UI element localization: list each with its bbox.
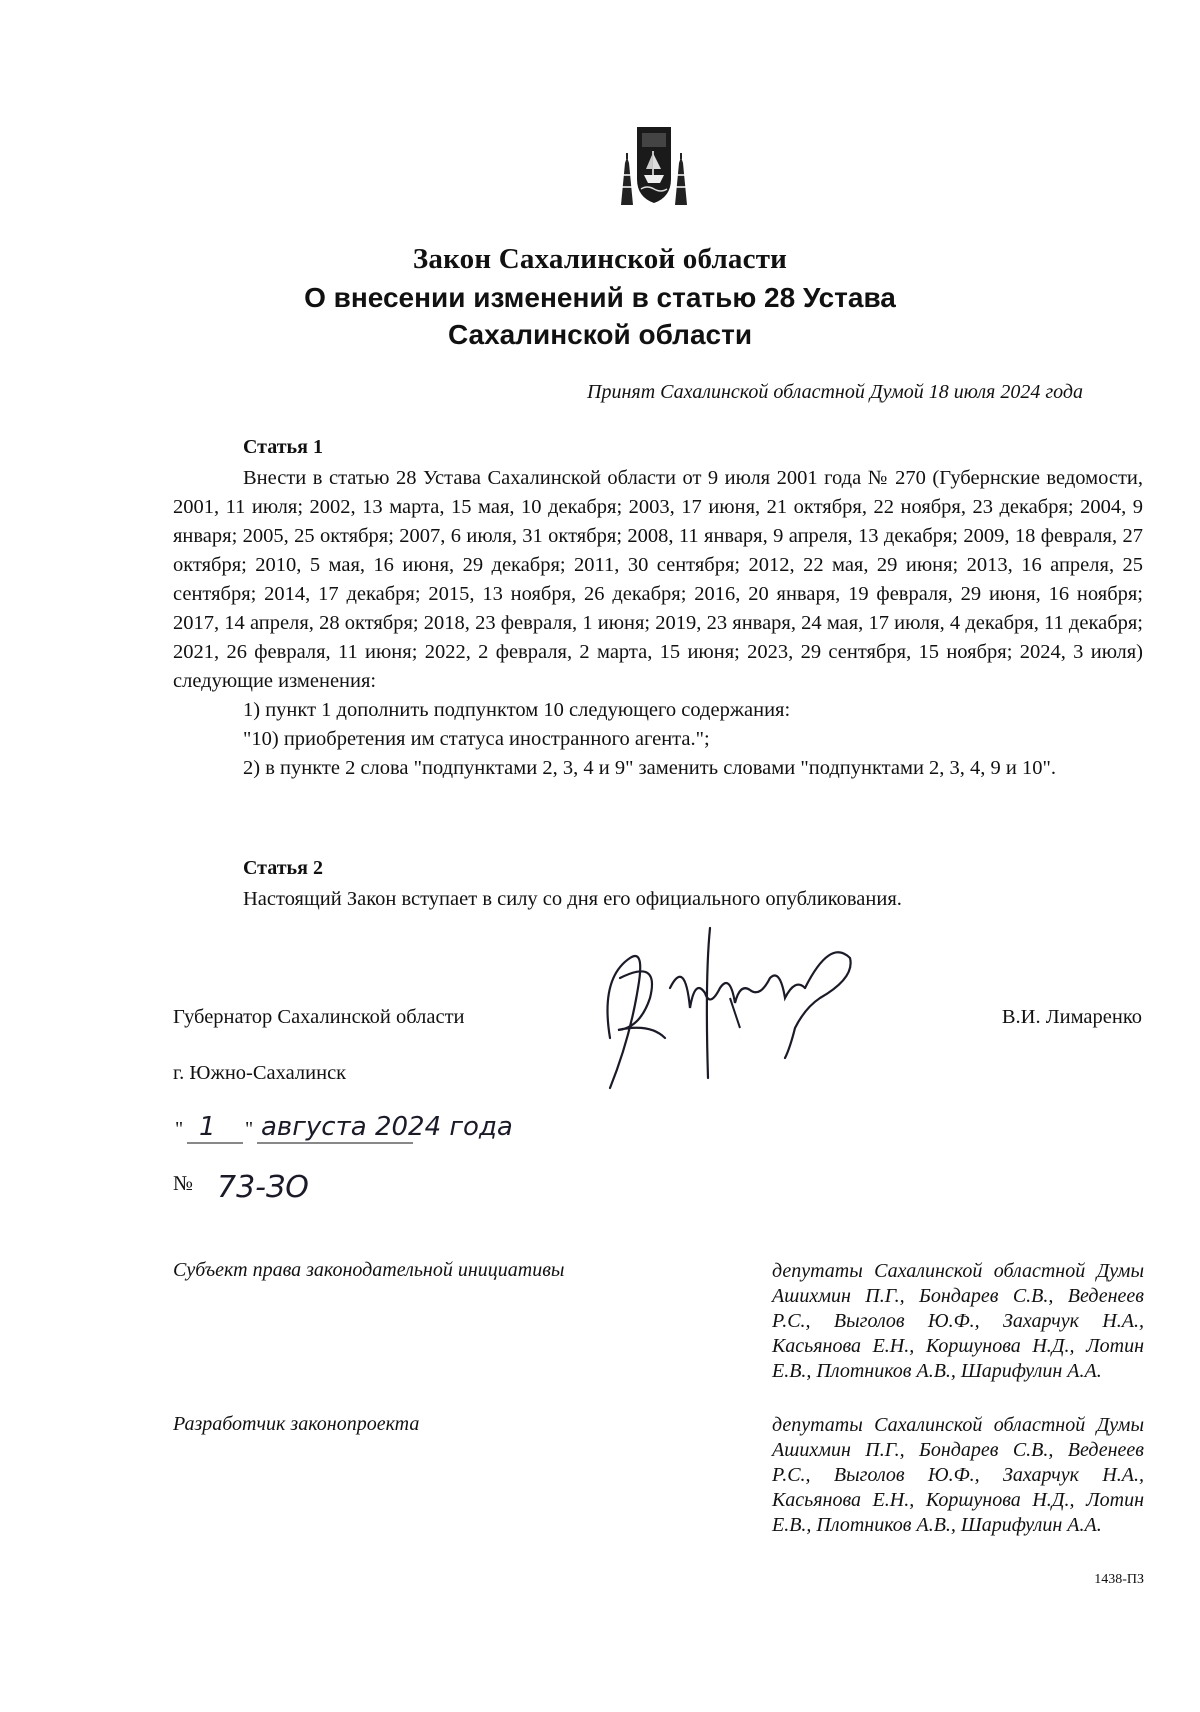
document-code: 1438-ПЗ: [1094, 1572, 1144, 1587]
initiative-subject-label: Субъект права законодательной инициативы: [173, 1259, 565, 1281]
law-number-handwritten: [213, 1163, 393, 1213]
signing-date-month-year: августа 2024 года: [261, 1112, 513, 1142]
document-type-title: Закон Сахалинской области: [412, 243, 788, 275]
signing-date-day: 1: [199, 1112, 216, 1142]
article-2-text: Настоящий Закон вступает в силу со дня его официального опубликования.: [243, 888, 902, 910]
handwritten-signature: [590, 918, 910, 1108]
initiative-subject-value: депутаты Сахалинской областной Думы Ашихмин П.Г., Бондарев С.В., Веденеев Р.С., Выголов Ю.Ф., Захарчук Н.А., Касьянова Е.Н., Коршунова Н.Д., Лотин Е.В., Плотников А.В., Шарифулин А.А.: [772, 1260, 1144, 1382]
law-title-line-1: О внесении изменений в статью 28 Устава: [304, 282, 896, 313]
city-of-signing: г. Южно-Сахалинск: [173, 1062, 347, 1084]
governor-name: В.И. Лимаренко: [1001, 1006, 1142, 1028]
svg-text:": ": [245, 1118, 254, 1140]
law-number-value: 73-ЗО: [217, 1170, 309, 1205]
article-1-item-1: 1) пункт 1 дополнить подпунктом 10 следующего содержания:: [243, 699, 791, 721]
article-2-body: [173, 885, 1143, 914]
bill-developer-value: депутаты Сахалинской областной Думы Ашихмин П.Г., Бондарев С.В., Веденеев Р.С., Выголов Ю.Ф., Захарчук Н.А., Касьянова Е.Н., Коршунова Н.Д., Лотин Е.В., Плотников А.В., Шарифулин А.А.: [772, 1414, 1144, 1536]
law-title-line-2: Сахалинской области: [447, 319, 753, 350]
coat-of-arms-emblem: [615, 123, 693, 207]
svg-text:": ": [175, 1118, 184, 1140]
bill-developer-label: Разработчик законопроекта: [173, 1413, 420, 1435]
adoption-note: Принят Сахалинской областной Думой 18 июля 2024 года: [587, 381, 1083, 403]
article-1-intro: Внести в статью 28 Устава Сахалинской области от 9 июля 2001 года № 270 (Губернские ведомости, 2001, 11 июля; 2002, 13 марта, 15 мая, 10 декабря; 2003, 17 июня, 21 октября, 22 ноября, 23 декабря; 2004, 9 января; 2005, 25 октября; 2007, 6 июля, 31 октября; 2008, 11 января, 9 апреля, 13 декабря; 2009, 18 февраля, 27 октября; 2010, 5 мая, 16 июня, 29 декабря; 2011, 30 сентября; 2012, 22 мая, 29 июня; 2013, 16 апреля, 25 сентября; 2014, 17 декабря; 2015, 13 ноября, 26 декабря; 2016, 20 января, 19 февраля, 29 июня, 16 ноября; 2017, 14 апреля, 28 октября; 2018, 23 февраля, 1 июня; 2019, 23 января, 24 мая, 17 июля, 4 декабря, 11 декабря; 2021, 26 февраля, 11 июня; 2022, 2 февраля, 2 марта, 15 июня; 2023, 29 сентября, 15 ноября; 2024, 3 июля) следующие изменения:: [173, 467, 1143, 692]
signing-date: [173, 1105, 693, 1155]
article-1-item-1-quote: "10) приобретения им статуса иностранного агента.";: [243, 728, 710, 750]
governor-title: Губернатор Сахалинской области: [173, 1006, 465, 1028]
article-1-body: [173, 464, 1143, 783]
number-sign: №: [173, 1171, 194, 1195]
law-number: [173, 1163, 393, 1213]
article-1-item-2: 2) в пункте 2 слова "подпунктами 2, 3, 4 и 9" заменить словами "подпунктами 2, 3, 4, 9 и 10".: [243, 757, 1057, 779]
article-1-heading: Статья 1: [243, 436, 323, 458]
article-2-heading: Статья 2: [243, 857, 323, 879]
